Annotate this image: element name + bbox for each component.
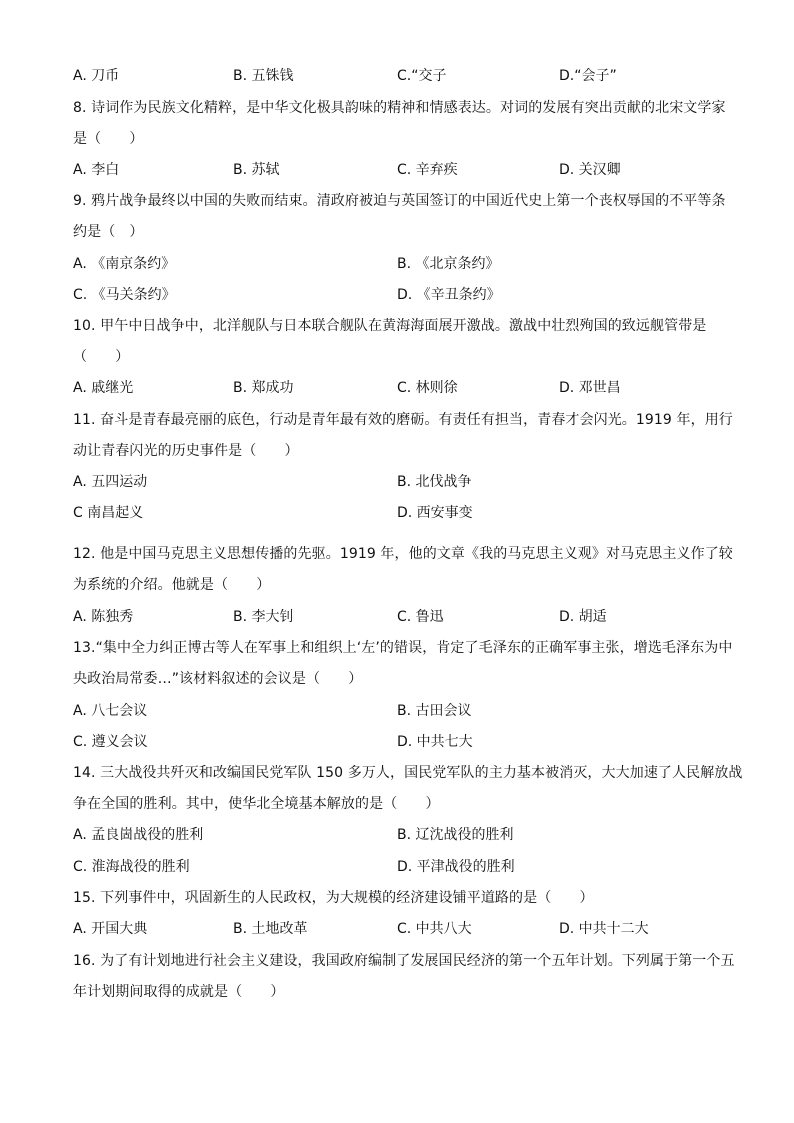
q9-stem-line-1: 9. 鸦片战争最终以中国的失败而结束。清政府被迫与英国签订的中国近代史上第一个丧权辱国的不平等条 — [73, 193, 726, 209]
q12-option-c: C. 鲁迅 — [397, 609, 444, 625]
q13-option-b: B. 古田会议 — [397, 703, 472, 719]
q9-option-c: C. 《马关条约》 — [73, 287, 176, 303]
q11-option-d: D. 西安事变 — [397, 505, 473, 521]
q7-option-b: B. 五铢钱 — [233, 68, 294, 84]
q8-option-b: B. 苏轼 — [233, 162, 280, 178]
q15-option-b: B. 土地改革 — [233, 921, 308, 937]
q11-option-c: C 南昌起义 — [73, 505, 144, 521]
q14-option-c: C. 淮海战役的胜利 — [73, 859, 190, 875]
q9-option-a: A. 《南京条约》 — [73, 256, 176, 272]
q10-option-d: D. 邓世昌 — [559, 380, 621, 396]
q11-option-a: A. 五四运动 — [73, 474, 148, 490]
q9-option-b: B. 《北京条约》 — [397, 256, 500, 272]
q10-option-b: B. 郑成功 — [233, 380, 294, 396]
q11-stem-line-1: 11. 奋斗是青春最亮丽的底色，行动是青年最有效的磨砺。有责任有担当，青春才会闪光。1919 年，用行 — [73, 412, 733, 428]
q12-option-a: A. 陈独秀 — [73, 609, 134, 625]
q8-stem-line-2: 是（ ） — [73, 131, 144, 147]
q15-option-a: A. 开国大典 — [73, 921, 148, 937]
q9-option-d: D. 《辛丑条约》 — [397, 287, 501, 303]
q8-option-a: A. 李白 — [73, 162, 120, 178]
q8-option-c: C. 辛弃疾 — [397, 162, 458, 178]
q12-stem-line-2: 为系统的介绍。他就是（ ） — [73, 577, 271, 593]
q7-option-d: D.“会子” — [559, 68, 617, 84]
q8-stem-line-1: 8. 诗词作为民族文化精粹，是中华文化极具韵味的精神和情感表达。对词的发展有突出贡献的北宋文学家 — [73, 100, 726, 116]
q16-stem-line-1: 16. 为了有计划地进行社会主义建设，我国政府编制了发展国民经济的第一个五年计划。下列属于第一个五 — [73, 953, 735, 969]
q12-option-d: D. 胡适 — [559, 609, 607, 625]
q7-option-a: A. 刀币 — [73, 68, 120, 84]
q10-option-a: A. 戚继光 — [73, 380, 134, 396]
q10-stem-line-2: （ ） — [73, 349, 130, 365]
q11-option-b: B. 北伐战争 — [397, 474, 472, 490]
q14-option-a: A. 孟良崮战役的胜利 — [73, 827, 204, 843]
q11-stem-line-2: 动让青春闪光的历史事件是（ ） — [73, 443, 299, 459]
q10-option-c: C. 林则徐 — [397, 380, 458, 396]
q14-stem-line-2: 争在全国的胜利。其中，使华北全境基本解放的是（ ） — [73, 796, 440, 812]
q13-option-d: D. 中共七大 — [397, 734, 473, 750]
q13-option-c: C. 遵义会议 — [73, 734, 148, 750]
q13-stem-line-2: 央政治局常委…”该材料叙述的会议是（ ） — [73, 671, 363, 687]
q13-stem-line-1: 13.“集中全力纠正博古等人在军事上和组织上‘左’的错误，肯定了毛泽东的正确军事主张，增选毛泽东为中 — [73, 640, 733, 656]
q15-option-d: D. 中共十二大 — [559, 921, 649, 937]
q13-option-a: A. 八七会议 — [73, 703, 148, 719]
q14-option-b: B. 辽沈战役的胜利 — [397, 827, 514, 843]
q14-option-d: D. 平津战役的胜利 — [397, 859, 515, 875]
q7-option-c: C.“交子 — [397, 68, 447, 84]
q8-option-d: D. 关汉卿 — [559, 162, 621, 178]
q10-stem-line-1: 10. 甲午中日战争中，北洋舰队与日本联合舰队在黄海海面展开激战。激战中壮烈殉国的致远舰管带是 — [73, 318, 707, 334]
q12-option-b: B. 李大钊 — [233, 609, 294, 625]
q16-stem-line-2: 年计划期间取得的成就是（ ） — [73, 984, 285, 1000]
q9-stem-line-2: 约是（ ） — [73, 224, 144, 240]
q15-option-c: C. 中共八大 — [397, 921, 472, 937]
q15-stem-line-1: 15. 下列事件中，巩固新生的人民政权，为大规模的经济建设铺平道路的是（ ） — [73, 890, 594, 906]
q12-stem-line-1: 12. 他是中国马克思主义思想传播的先驱。1919 年，他的文章《我的马克思主义观》对马克思主义作了较 — [73, 546, 733, 562]
q14-stem-line-1: 14. 三大战役共歼灭和改编国民党军队 150 多万人，国民党军队的主力基本被消灭，大大加速了人民解放战 — [73, 765, 743, 781]
